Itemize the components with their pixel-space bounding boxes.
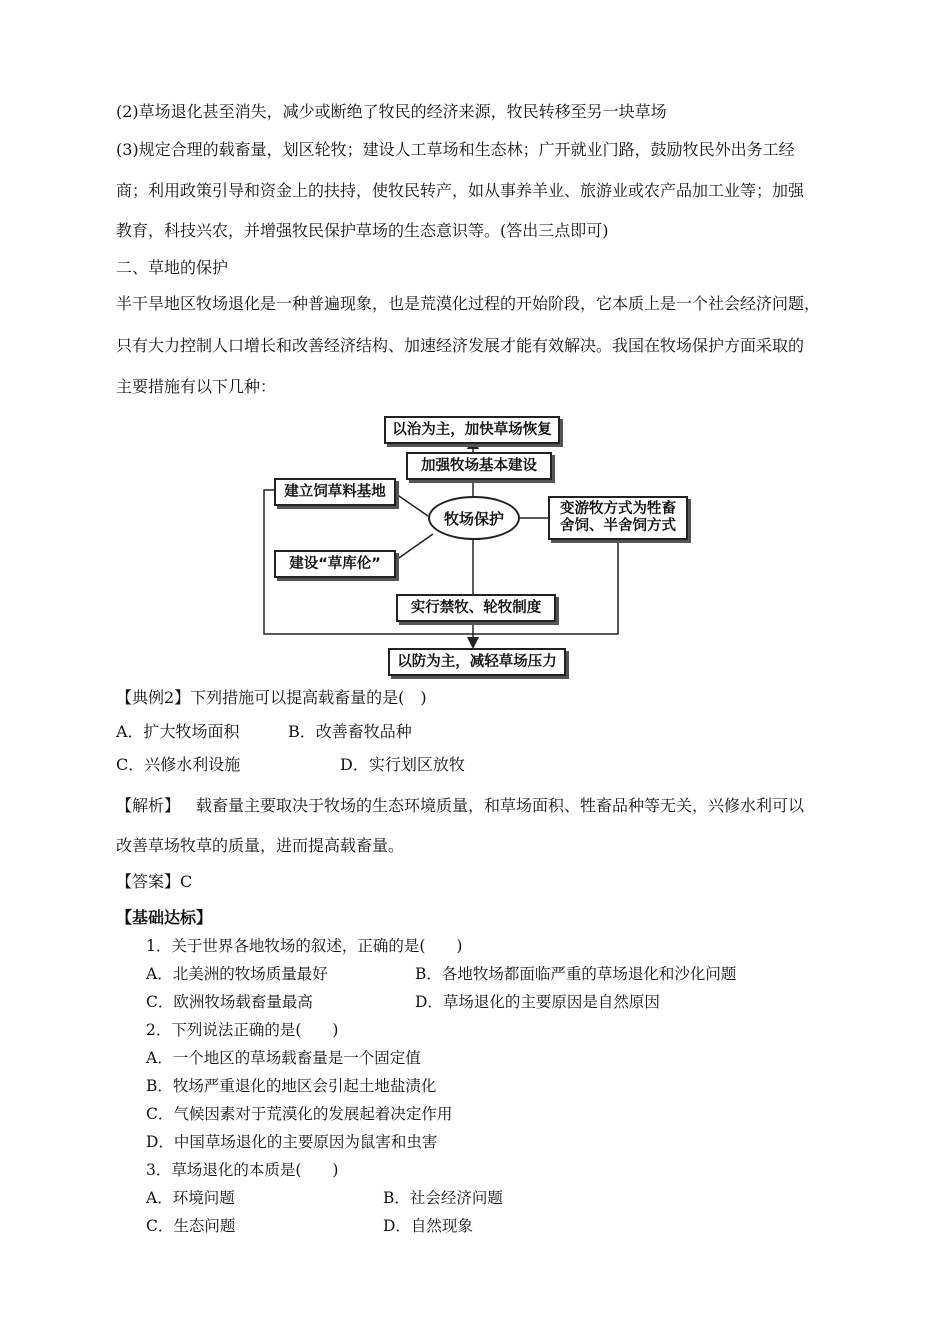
box-grazing-change-line-2: 舍饲、半舍饲方式 [560,518,676,534]
q1-option-b: B．各地牧场都面临严重的草场退化和沙化问题 [415,965,737,983]
q1-option-c: C．欧洲牧场载畜量最高 [146,993,313,1011]
diagram-connectors [258,408,698,678]
example-2-option-c: C．兴修水利设施 [116,755,241,774]
box-grazing-change [548,496,688,540]
center-pasture-protection: 牧场保护 [428,496,520,540]
box-prevention-first: 以防为主，减轻草场压力 [388,648,566,676]
q3-option-c: C．生态问题 [146,1217,236,1235]
box-grazing-change-line-1: 变游牧方式为牲畜 [560,501,676,517]
q2-option-c: C．气候因素对于荒漠化的发展起着决定作用 [146,1105,453,1123]
q2-option-b: B．牧场严重退化的地区会引起土地盐渍化 [146,1077,437,1095]
answer: 【答案】C [116,872,193,891]
analysis-line-2: 改善草场牧草的质量，进而提高载畜量。 [116,836,405,855]
connector-center-left2 [396,534,433,560]
paragraph-3-line-3: 教育，科技兴农，并增强牧民保护草场的生态意识等。(答出三点即可) [116,221,609,240]
paragraph-2: (2)草场退化甚至消失，减少或断绝了牧民的经济来源，牧民转移至另一块草场 [116,102,667,121]
box-basic-construction: 加强牧场基本建设 [406,452,552,480]
intro-line-1: 半干旱地区牧场退化是一种普遍现象，也是荒漠化过程的开始阶段，它本质上是一个社会经济问题， [116,294,821,313]
q3-option-d: D．自然现象 [383,1217,473,1235]
q1-option-a: A．北美洲的牧场质量最好 [146,965,328,983]
q2-option-d: D．中国草场退化的主要原因为鼠害和虫害 [146,1133,438,1151]
q3-option-a: A．环境问题 [146,1189,235,1207]
q1-option-d: D．草场退化的主要原因是自然原因 [415,993,660,1011]
analysis-line-1: 载畜量主要取决于牧场的生态环境质量，和草场面积、牲畜品种等无关，兴修水利可以 [196,796,805,815]
example-2-option-b: B．改善畜牧品种 [288,722,412,741]
intro-line-3: 主要措施有以下几种： [116,377,277,396]
box-grass-enclosure: 建设“草库伦” [274,550,396,578]
q3-option-b: B．社会经济问题 [383,1189,503,1207]
question-3: 3．草场退化的本质是( ) [146,1161,339,1179]
connector-center-left1 [396,494,428,516]
paragraph-3-line-2: 商；利用政策引导和资金上的扶持，使牧民转产，如从事养羊业、旅游业或农产品加工业等；加强 [116,181,805,200]
practice-heading: 【基础达标】 [116,908,213,927]
q2-option-a: A．一个地区的草场载畜量是一个固定值 [146,1049,421,1067]
example-2-option-d: D．实行划区放牧 [340,755,465,774]
box-treatment-first: 以治为主，加快草场恢复 [384,416,560,444]
paragraph-3-line-1: (3)规定合理的载畜量，划区轮牧；建设人工草场和生态林；广开就业门路，鼓励牧民外出务工经 [116,140,795,159]
analysis-label: 【解析】 [116,796,181,815]
question-1: 1．关于世界各地牧场的叙述，正确的是( ) [146,937,463,955]
question-2: 2．下列说法正确的是( ) [146,1021,339,1039]
example-2-title: 【典例2】下列措施可以提高载畜量的是( ) [116,688,427,707]
box-forage-base: 建立饲草料基地 [274,478,396,506]
intro-line-2: 只有大力控制人口增长和改善经济结构、加速经济发展才能有效解决。我国在牧场保护方面采取的 [116,336,805,355]
box-grazing-ban: 实行禁牧、轮牧制度 [396,594,556,622]
example-2-option-a: A．扩大牧场面积 [116,722,240,741]
pasture-protection-diagram [258,408,698,678]
section-heading: 二、草地的保护 [116,258,229,277]
